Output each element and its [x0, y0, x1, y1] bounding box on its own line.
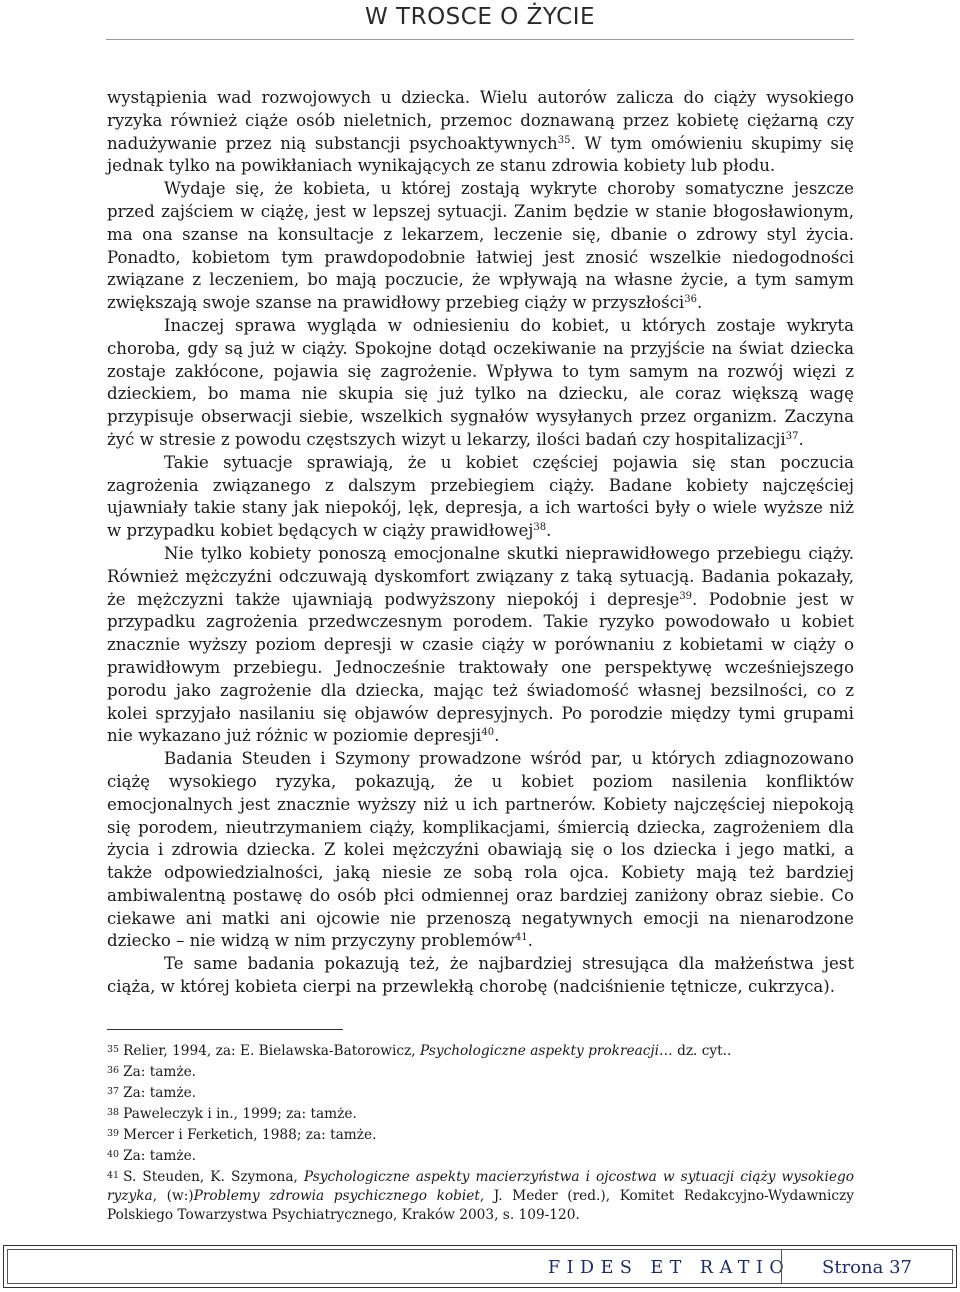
footnote — [107, 1061, 854, 1082]
text-run: . W tym omówieniu skupimy się jednak tylko na powikłaniach wynikających ze stanu zdrowia kobiety lub płodu. — [107, 133, 854, 176]
footnote-separator — [107, 1029, 343, 1030]
paragraph — [107, 315, 854, 452]
text-run: Mercer i Ferketich, 1988; za: tamże. — [123, 1127, 377, 1143]
footnote-ref: 36 — [684, 294, 697, 306]
footnote-number: 37 — [107, 1086, 120, 1097]
text-run: Nie tylko kobiety ponoszą emocjonalne skutki nieprawidłowego przebiegu ciąży. Również mężczyźni odczuwają dyskomfort związany z taką sytuacją. Badania pokazały, że mężczyzni także ujawniają podwyższony niepokój i depresje — [107, 543, 854, 609]
text-run: Badania Steuden i Szymony prowadzone wśród par, u których zdiagnozowano ciążę wysokiego ryzyka, pokazują, że u kobiet poziom nasilenia konfliktów emocjonalnych jest znacznie wyższy niż u ich partnerów. Kobiety najczęściej niepokoją się porodem, nieutrzymaniem ciąży, komplikacjami, śmiercią dziecka, zagrożeniem dla życia i zdrowia dziecka. Z kolei mężczyźni obawiają się o los dziecka i jego matki, a także odpowiedzialności, jaką niesie ze sobą rola ojca. Kobiety mają też bardziej ambiwalentną postawę do osób płci odmiennej oraz bardziej zaniżony obraz siebie. Co ciekawe ani matki ani ojcowie nie przenoszą negatywnych emocji na nienarodzone dziecko – nie widzą w nim przyczyny problemów — [107, 749, 854, 951]
text-run: Takie sytuacje sprawiają, że u kobiet częściej pojawia się stan poczucia zagrożenia związanego z dalszym przebiegiem ciąży. Badane kobiety najczęściej ujawniały takie stany jak niepokój, lęk, depresja, a ich wartości były o wiele wyższe niż w przypadku kobiet będących w ciąży prawidłowej — [107, 452, 854, 541]
text-run: S. Steuden, K. Szymona, — [123, 1169, 304, 1185]
text-run: Psychologiczne aspekty macierzyństwa i ojcostwa w sytuacji ciąży wysokiego ryzyka — [107, 1169, 854, 1204]
paragraph — [107, 452, 854, 543]
paragraph — [107, 543, 854, 748]
page-number: Strona 37 — [781, 1250, 952, 1283]
text-run: . — [798, 429, 804, 449]
footnote — [107, 1103, 854, 1124]
footnote-number: 41 — [107, 1170, 120, 1181]
footnote-ref: 35 — [557, 134, 571, 146]
text-run: Inaczej sprawa wygląda w odniesieniu do kobiet, u których zostaje wykryta choroba, gdy są już w ciąży. Spokojne dotąd oczekiwanie na przyjście na świat dziecka zostaje zakłócone, pojawia się zagrożenie. Wpływa to tym samym na rozwój więzi z dzieckiem, bo mama nie skupia się już tylko na dziecku, ale coraz większą wagę przypisuje obserwacji siebie, wszelkich sygnałów wysyłanych przez organizm. Zaczyna żyć w stresie z powodu częstszych wizyt u lekarzy, ilości badań czy hospitalizacji — [107, 315, 854, 449]
text-run: . — [494, 726, 500, 746]
footnote-number: 39 — [107, 1128, 120, 1139]
footnote-ref: 37 — [785, 430, 799, 442]
footnote-ref: 40 — [481, 727, 495, 739]
footnote-ref: 41 — [514, 932, 528, 944]
text-run: . — [546, 521, 552, 541]
page-header — [0, 0, 960, 32]
text-run: , J. Meder (red.), Komitet Redakcyjno-Wydawniczy Polskiego Towarzystwa Psychiatrycznego, Kraków 2003, s. 109-120. — [107, 1188, 854, 1223]
footer-frame — [7, 1249, 953, 1284]
text-run: . — [696, 293, 703, 313]
paragraph — [107, 953, 854, 999]
footnote-ref: 39 — [679, 590, 693, 602]
text-run: Wydaje się, że kobieta, u której zostają wykryte choroby somatyczne jeszcze przed zajściem w ciążę, jest w lepszej sytuacji. Zanim będzie w stanie błogosławionym, ma ona szanse na konsultacje z lekarzem, leczenie się, dbanie o zdrowy styl życia. Ponadto, kobietom tym prawdopodobnie łatwiej jest znosić wszelkie niedogodności związane z leczeniem, bo mają poczucie, że wpływają na własne życie, a tym samym zwiększają swoje szanse na prawidłowy przebieg ciąży w przyszłości — [107, 179, 854, 313]
text-run: . — [527, 931, 533, 951]
footnote-number: 38 — [107, 1107, 120, 1118]
footnote — [107, 1040, 854, 1061]
text-run: Te same badania pokazują też, że najbardziej stresująca dla małżeństwa jest ciąża, w której kobieta cierpi na przewlekłą chorobę (nadciśnienie tętnicze, cukrzyca). — [107, 954, 854, 997]
running-header-title: W TROSCE O ŻYCIE — [364, 4, 596, 30]
text-run: Za: tamże. — [123, 1064, 197, 1080]
text-run: Problemy zdrowia psychicznego kobiet — [193, 1188, 480, 1204]
footnote-number: 40 — [107, 1149, 120, 1160]
text-run: Za: tamże. — [123, 1148, 197, 1164]
footnote — [107, 1124, 854, 1145]
paragraph — [107, 178, 854, 315]
text-run: wystąpienia wad rozwojowych u dziecka. Wielu autorów zalicza do ciąży wysokiego ryzyka również ciąże osób nieletnich, przemoc doznawaną przez kobietę ciężarną czy nadużywanie przez nią substancji psychoaktywnych — [107, 88, 854, 153]
text-run: Za: tamże. — [123, 1085, 197, 1101]
text-run: Psychologiczne aspekty prokreacji… — [419, 1043, 673, 1059]
body-text — [107, 87, 854, 999]
text-run: Relier, 1994, za: E. Bielawska-Batorowicz, — [123, 1043, 420, 1059]
text-run: Paweleczyk i in., 1999; za: tamże. — [123, 1106, 357, 1122]
text-run: , (w:) — [152, 1188, 194, 1204]
paragraph — [107, 87, 854, 178]
page-footer — [3, 1245, 957, 1288]
footer-motto: FIDES ET RATIO — [548, 1258, 791, 1278]
text-run: dz. cyt.. — [672, 1043, 732, 1059]
footnote-ref: 38 — [533, 522, 547, 534]
paragraph — [107, 748, 854, 953]
footnote — [107, 1145, 854, 1166]
footnote-number: 35 — [107, 1044, 120, 1055]
footnote — [107, 1082, 854, 1103]
footnote — [107, 1166, 854, 1225]
header-rule — [106, 39, 854, 40]
text-run: . Podobnie jest w przypadku zagrożenia przedwczesnym porodem. Takie ryzyko powodowało u kobiet znacznie wyższy poziom depresji w czasie ciąży w porównaniu z kobietami w ciąży o prawidłowym przebiegu. Jednocześnie traktowały one perspektywę wcześniejszego porodu jako zagrożenie dla dziecka, mając też świadomość własnej bezsilności, co z kolei sprzyjało nasilaniu się objawów depresyjnych. Po porodzie między tymi grupami nie wykazano już różnic w poziomie depresji — [107, 589, 854, 746]
footnotes — [107, 1040, 854, 1225]
footnote-number: 36 — [107, 1065, 120, 1076]
